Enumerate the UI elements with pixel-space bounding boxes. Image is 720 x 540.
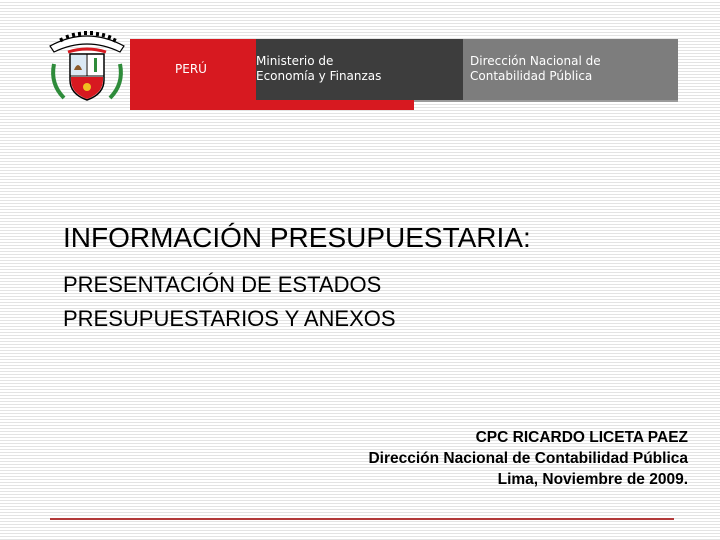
- directorate-line-1: Dirección Nacional de: [470, 54, 601, 68]
- directorate-line-2: Contabilidad Pública: [470, 69, 593, 83]
- slide-subtitle: [63, 268, 623, 336]
- author-place-date: Lima, Noviembre de 2009.: [497, 471, 688, 488]
- header-country-block: [130, 39, 256, 100]
- author-office: Dirección Nacional de Contabilidad Pública: [368, 450, 688, 467]
- subtitle-line-2: PRESUPUESTARIOS Y ANEXOS: [63, 306, 396, 331]
- author-name: CPC RICARDO LICETA PAEZ: [475, 429, 688, 446]
- slide-title: INFORMACIÓN PRESUPUESTARIA:: [63, 222, 531, 253]
- ministry-line-2: Economía y Finanzas: [256, 69, 382, 83]
- header-ministry-block: [256, 39, 463, 100]
- subtitle-line-1: PRESENTACIÓN DE ESTADOS: [63, 272, 382, 297]
- ministry-line-1: Ministerio de: [256, 54, 334, 68]
- header-directorate-block: [463, 39, 678, 100]
- footer-divider: [50, 518, 674, 520]
- country-label: PERÚ: [175, 62, 207, 76]
- header-accent-bar: [130, 100, 414, 110]
- author-block: [368, 427, 688, 490]
- peru-coat-of-arms: [46, 24, 128, 104]
